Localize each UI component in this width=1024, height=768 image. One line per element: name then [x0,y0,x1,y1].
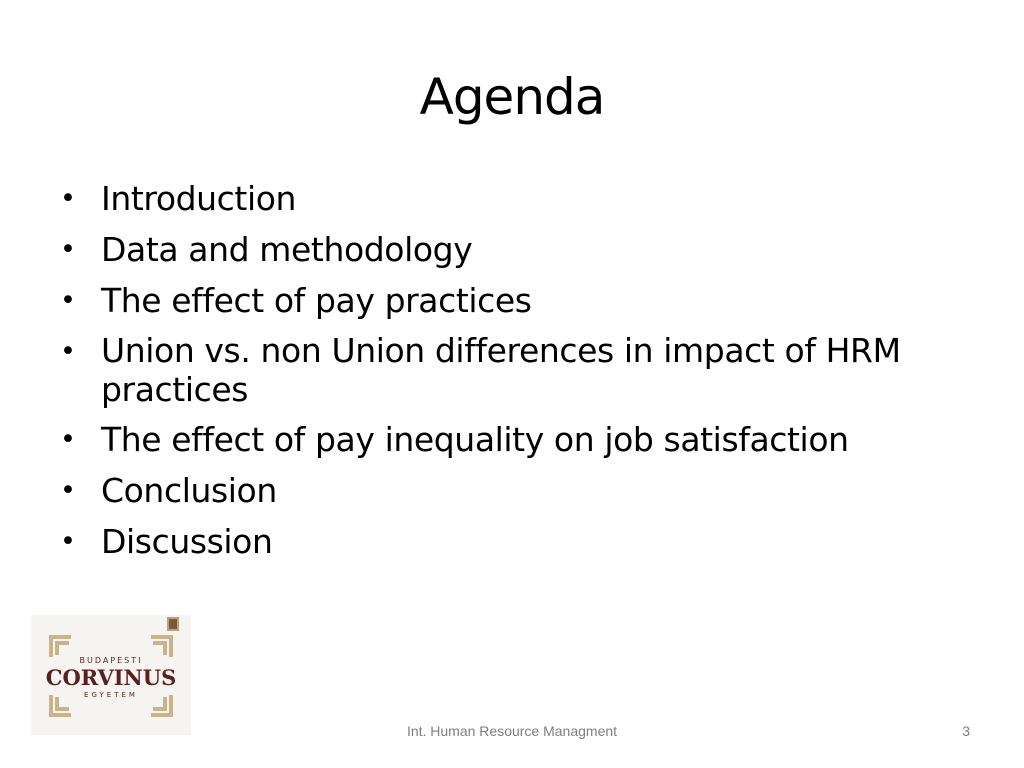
bullet-icon: • [60,336,76,367]
bullet-icon: • [60,234,76,265]
logo-top-text: BUDAPESTI [79,656,143,665]
agenda-item-text: Union vs. non Union differences in impact of HRM practices [101,331,901,409]
agenda-item [56,419,956,460]
corvinus-logo-graphic [31,615,191,735]
slide-title: Agenda [419,68,605,126]
agenda-item [56,178,956,219]
agenda-item [56,470,956,511]
logo-main-text: CORVINUS [45,665,177,690]
footer-text: Int. Human Resource Managment [406,723,618,739]
agenda-item-text: Introduction [101,179,297,218]
logo-bottom-text: EGYETEM [84,691,138,699]
corvinus-logo [31,615,191,735]
agenda-item-text: Discussion [101,522,273,561]
slide-number: 3 [962,723,970,739]
agenda-item-text: The effect of pay practices [101,281,532,320]
agenda-item-text: Data and methodology [101,230,473,269]
bullet-icon: • [60,475,76,506]
bullet-icon: • [60,183,76,214]
agenda-item-text: Conclusion [101,471,277,510]
agenda-item [56,229,956,270]
coat-of-arms-icon [167,617,179,631]
agenda-item [56,521,956,562]
bullet-icon: • [60,424,76,455]
agenda-item [56,280,956,321]
bullet-icon: • [60,526,76,557]
agenda-list [56,178,956,572]
agenda-item-text: The effect of pay inequality on job satisfaction [101,420,849,459]
agenda-item [56,331,956,409]
bullet-icon: • [60,285,76,316]
